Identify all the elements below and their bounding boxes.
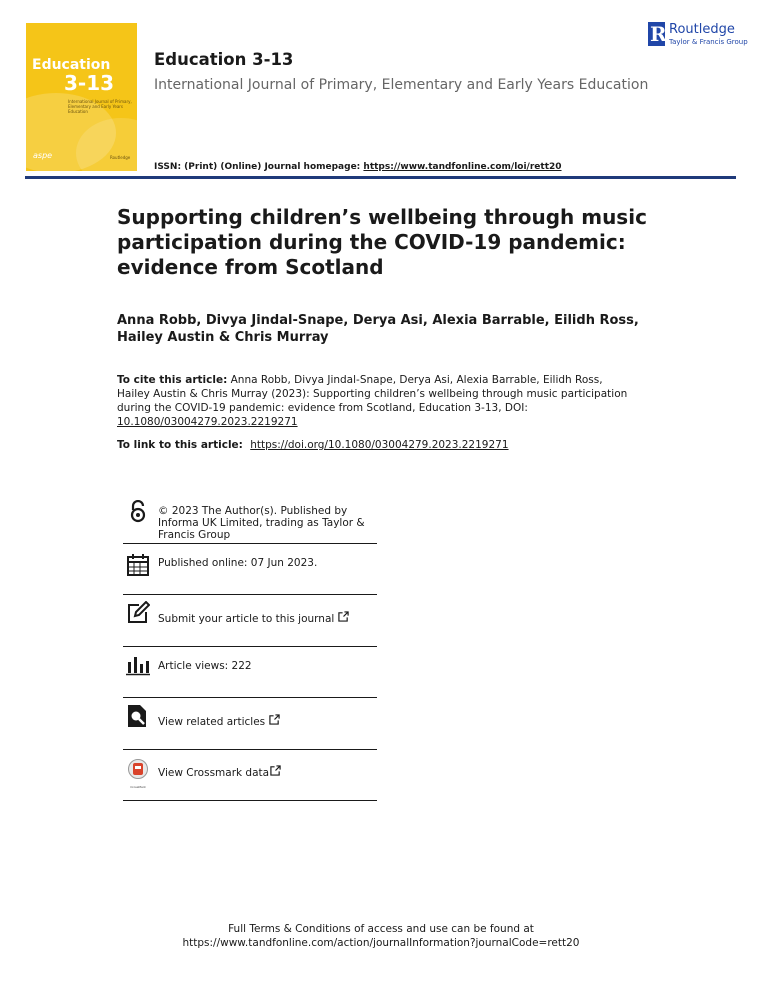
external-link-icon: [270, 765, 281, 776]
submit-article-link[interactable]: Submit your article to this journal: [158, 611, 349, 625]
citation-doi-link[interactable]: 10.1080/03004279.2023.2219271: [117, 416, 298, 428]
article-doi-link[interactable]: https://doi.org/10.1080/03004279.2023.2219271: [250, 439, 509, 451]
journal-homepage-link[interactable]: https://www.tandfonline.com/loi/rett20: [363, 162, 562, 172]
citation-block: [117, 373, 637, 429]
cover-subtitle: International Journal of Primary, Elementary and Early Years Education: [68, 99, 132, 114]
published-date: Published online: 07 Jun 2023.: [158, 557, 318, 569]
copyright-row: [123, 500, 377, 544]
views-row: [123, 647, 377, 698]
article-title: Supporting children’s wellbeing through music participation during the COVID-19 pandemic: evidence from Scotland: [117, 205, 647, 279]
cover-publisher: Routledge: [110, 155, 131, 160]
terms-text: Full Terms & Conditions of access and use can be found at: [228, 923, 534, 935]
edit-icon: [126, 601, 150, 625]
publisher-name: Routledge: [669, 22, 735, 37]
issn-label: ISSN: (Print) (Online) Journal homepage:: [154, 162, 361, 172]
related-row[interactable]: [123, 698, 377, 750]
article-link-line: [117, 439, 509, 451]
calendar-icon: [126, 553, 150, 577]
article-views: Article views: 222: [158, 660, 252, 672]
external-link-icon: [338, 611, 349, 622]
open-access-icon: [126, 500, 150, 524]
document-search-icon: [126, 704, 150, 728]
submit-row[interactable]: [123, 595, 377, 647]
journal-subtitle: International Journal of Primary, Elementary and Early Years Education: [154, 77, 649, 93]
citation-label: To cite this article:: [117, 374, 228, 386]
crossmark-badge-text: CrossMark: [130, 785, 146, 789]
journal-cover-image: [26, 23, 137, 171]
copyright-text: © 2023 The Author(s). Published by Informa UK Limited, trading as Taylor & Francis Group: [158, 505, 365, 541]
crossmark-icon: [126, 759, 150, 787]
journal-title: Education 3-13: [154, 50, 294, 69]
terms-url[interactable]: https://www.tandfonline.com/action/journalInformation?journalCode=rett20: [182, 937, 580, 949]
terms-footer: [0, 922, 762, 950]
routledge-logo-icon: R: [650, 22, 667, 46]
cover-title: Education: [32, 57, 111, 73]
external-link-icon: [269, 714, 280, 725]
crossmark-row[interactable]: [123, 750, 377, 801]
header-divider: [25, 176, 736, 179]
article-authors: Anna Robb, Divya Jindal-Snape, Derya Asi, Alexia Barrable, Eilidh Ross, Hailey Austin & Chris Murray: [117, 313, 639, 345]
publisher-group: Taylor & Francis Group: [669, 38, 748, 46]
related-articles-link[interactable]: View related articles: [158, 714, 280, 728]
citation-text: Anna Robb, Divya Jindal-Snape, Derya Asi, Alexia Barrable, Eilidh Ross, Hailey Austin & Chris Murray (2023): Supporting children’s wellbeing through music participation during the COVID-19 pandemic: evidence from Scotland, Education 3-13, DOI:: [117, 374, 628, 414]
cover-logo: aspe: [33, 151, 53, 160]
cover-number: 3-13: [64, 71, 115, 95]
bar-chart-icon: [126, 652, 150, 676]
issn-line: [154, 162, 562, 172]
crossmark-link[interactable]: View Crossmark data: [158, 765, 281, 779]
article-link-label: To link to this article:: [117, 439, 243, 451]
published-row: [123, 544, 377, 595]
